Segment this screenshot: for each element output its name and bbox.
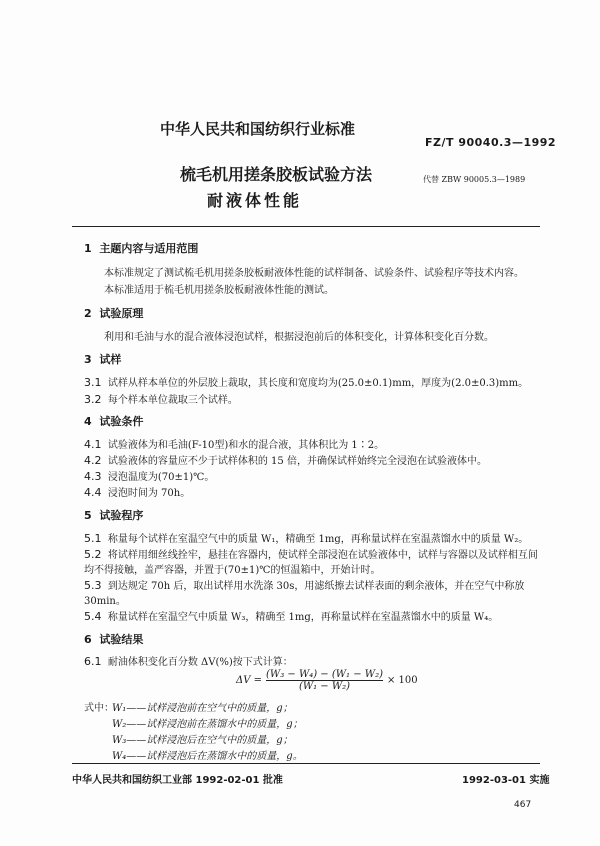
clause-5-2-line-1: 5.2 将试样用细丝线拴牢，悬挂在容器内，使试样全部浸泡在试验液体中，试样与容器以及试样相互间 (84, 548, 538, 561)
formula-fraction (266, 669, 383, 692)
section-5-heading: 5 试验程序 (84, 509, 144, 522)
where-label: 式中： (84, 703, 114, 714)
page-number: 467 (514, 800, 532, 810)
clause-4-4: 4.4 浸泡时间为 70h。 (84, 486, 191, 499)
clause-4-1: 4.1 试验液体为和毛油(F-10型)和水的混合液，其体积比为 1∶2。 (84, 438, 385, 451)
formula-numerator: (W₃ − W₄) − (W₁ − W₂) (266, 669, 383, 680)
section-2-heading: 2 试验原理 (84, 307, 144, 320)
section-6-heading: 6 试验结果 (84, 633, 144, 646)
header-rule (72, 226, 540, 227)
clause-5-2-line-2: 均不得接触，盖严容器，并置于(70±1)℃的恒温箱中，开始计时。 (84, 565, 381, 576)
clause-5-1: 5.1 称量每个试样在室温空气中的质量 W₁，精确至 1mg，再称量试样在室温蒸馏水中的质量 W₂。 (84, 532, 529, 545)
variable-w4: W₄——试样浸泡后在蒸馏水中的质量，g。 (112, 751, 303, 762)
section-3-heading: 3 试样 (84, 353, 122, 366)
document-subtitle: 耐液体性能 (207, 191, 303, 210)
document-title: 梳毛机用搓条胶板试验方法 (180, 165, 373, 184)
section-2-paragraph-1: 利用和毛油与水的混合液体浸泡试样，根据浸泡前后的体积变化，计算体积变化百分数。 (104, 332, 494, 343)
section-1-paragraph-1: 本标准规定了测试梳毛机用搓条胶板耐液体性能的试样制备、试验条件、试验程序等技术内容。 (104, 268, 524, 279)
section-1-heading: 1 主题内容与适用范围 (84, 242, 199, 255)
footer-rule (72, 763, 540, 764)
clause-4-3: 4.3 浸泡温度为(70±1)℃。 (84, 470, 215, 483)
formula-denominator: (W₁ − W₂) (298, 681, 351, 692)
clause-6-1: 6.1 耐油体积变化百分数 ΔV(%)按下式计算： (84, 655, 293, 668)
issuing-organization: 中华人民共和国纺织行业标准 (160, 120, 356, 138)
clause-4-2: 4.2 试验液体的容量应不少于试样体积的 15 倍，并确保试样始终完全浸泡在试验液体中。 (84, 454, 487, 467)
standard-code: FZ/T 90040.3—1992 (425, 136, 557, 149)
variable-w3: W₃——试样浸泡后在空气中的质量，g； (112, 735, 293, 746)
clause-5-4: 5.4 称量试样在室温空气中质量 W₃，精确至 1mg，再称量试样在室温蒸馏水中的质量 W₄。 (84, 610, 499, 623)
clause-5-3-line-1: 5.3 到达规定 70h 后，取出试样用水洗涤 30s，用滤纸擦去试样表面的剩余液体，并在空气中称放 (84, 579, 525, 592)
clause-3-2: 3.2 每个样本单位裁取三个试样。 (84, 393, 238, 406)
variable-w1: W₁——试样浸泡前在空气中的质量，g； (112, 703, 293, 714)
formula-multiplier: × 100 (386, 675, 418, 686)
section-1-paragraph-2: 本标准适用于梳毛机用搓条胶板耐液体性能的测试。 (104, 285, 334, 296)
formula-lhs: ΔV = (236, 675, 263, 686)
replaces-standard: 代替 ZBW 90005.3—1989 (423, 175, 526, 184)
volume-change-formula (236, 669, 418, 692)
section-4-heading: 4 试验条件 (84, 415, 144, 428)
approval-line: 中华人民共和国纺织工业部 1992-02-01 批准 (72, 775, 283, 786)
clause-3-1: 3.1 试样从样本单位的外层胶上裁取，其长度和宽度均为(25.0±0.1)mm，厚度为(2.0±0.3)mm。 (84, 376, 529, 389)
effective-date: 1992-03-01 实施 (462, 775, 550, 786)
variable-w2: W₂——试样浸泡前在蒸馏水中的质量，g； (112, 719, 303, 730)
clause-5-3-line-2: 30min。 (84, 596, 126, 607)
